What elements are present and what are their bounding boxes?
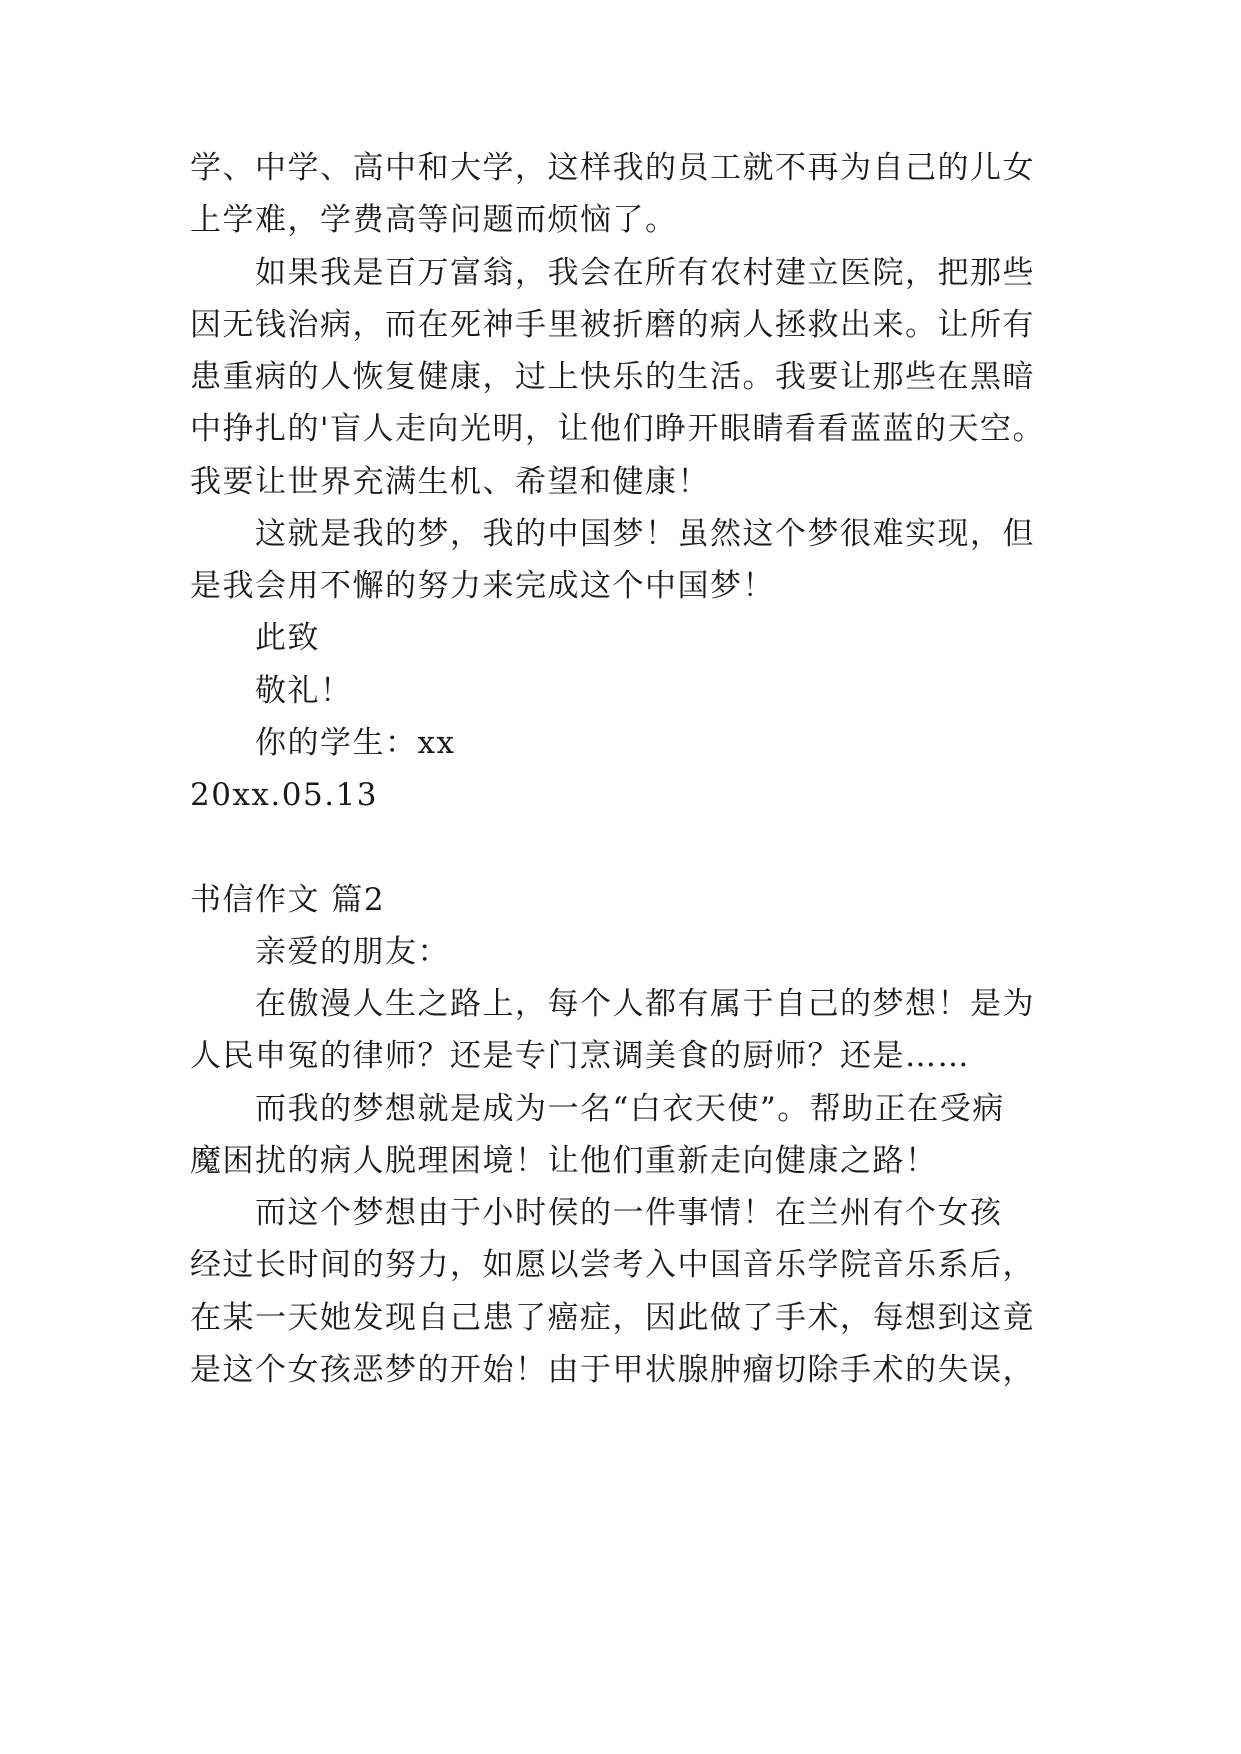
section-heading: 书信作文 篇2 bbox=[190, 882, 386, 918]
closing-line: 敬礼！ bbox=[255, 673, 353, 709]
paragraph-line: 魔困扰的病人脱理困境！让他们重新走向健康之路！ bbox=[190, 1143, 938, 1179]
paragraph-line: 患重病的人恢复健康，过上快乐的生活。我要让那些在黑暗 bbox=[190, 359, 1035, 395]
paragraph-line: 而我的梦想就是成为一名“白衣天使”。帮助正在受病 bbox=[255, 1091, 1005, 1127]
paragraph-line: 中挣扎的'盲人走向光明，让他们睁开眼睛看看蓝蓝的天空。 bbox=[190, 411, 1046, 447]
paragraph-line: 在某一天她发现自己患了癌症，因此做了手术，每想到这竟 bbox=[190, 1300, 1035, 1336]
paragraph-line: 人民申冤的律师？还是专门烹调美食的厨师？还是…… bbox=[190, 1038, 970, 1074]
paragraph-line: 这就是我的梦，我的中国梦！虽然这个梦很难实现，但 bbox=[255, 516, 1035, 552]
date-line: 20xx.05.13 bbox=[190, 777, 379, 813]
paragraph-line: 学、中学、高中和大学，这样我的员工就不再为自己的儿女 bbox=[190, 150, 1035, 186]
paragraph-line: 是这个女孩恶梦的开始！由于甲状腺肿瘤切除手术的失误， bbox=[190, 1352, 1035, 1388]
paragraph-line: 而这个梦想由于小时侯的一件事情！在兰州有个女孩 bbox=[255, 1195, 1003, 1231]
signature-line: 你的学生：xx bbox=[255, 725, 456, 761]
paragraph-line: 如果我是百万富翁，我会在所有农村建立医院，把那些 bbox=[255, 255, 1035, 291]
paragraph-line: 上学难，学费高等问题而烦恼了。 bbox=[190, 202, 678, 238]
salutation-line: 亲爱的朋友： bbox=[255, 934, 450, 970]
paragraph-line: 在傲漫人生之路上，每个人都有属于自己的梦想！是为 bbox=[255, 986, 1035, 1022]
paragraph-line: 因无钱治病，而在死神手里被折磨的病人拯救出来。让所有 bbox=[190, 307, 1035, 343]
paragraph-line: 经过长时间的努力，如愿以尝考入中国音乐学院音乐系后， bbox=[190, 1247, 1035, 1283]
paragraph-line: 我要让世界充满生机、希望和健康！ bbox=[190, 464, 710, 500]
closing-line: 此致 bbox=[255, 620, 320, 656]
paragraph-line: 是我会用不懈的努力来完成这个中国梦！ bbox=[190, 568, 775, 604]
